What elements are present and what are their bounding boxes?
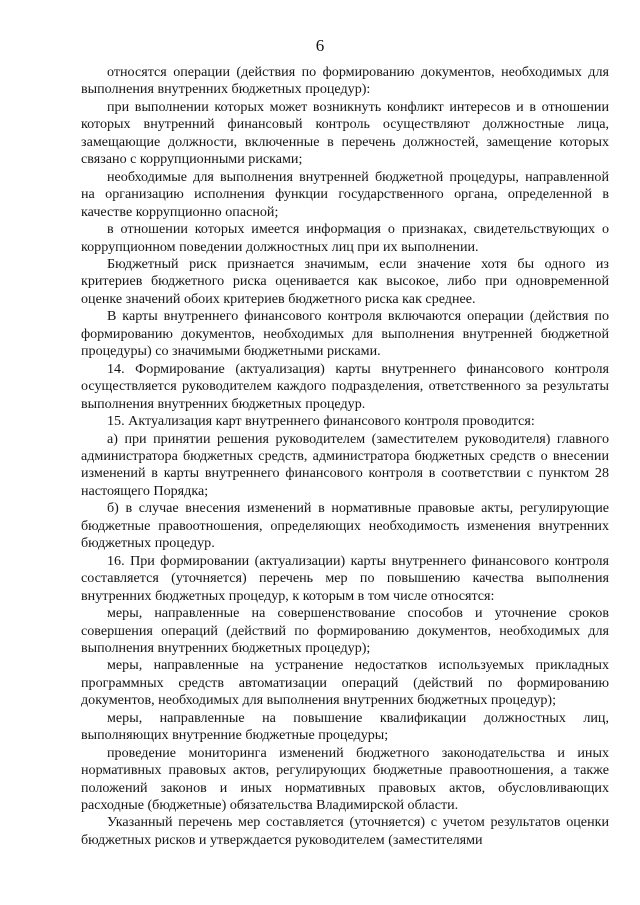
paragraph-corruption-info: в отношении которых имеется информация о признаках, свидетельствующих о коррупционном поведении должностных лиц при их выполнении. bbox=[81, 221, 609, 255]
paragraph-item-14: 14. Формирование (актуализация) карты внутреннего финансового контроля осуществляется руководителем каждого подразделения, ответственного за результаты выполнения внутренних бюджетных процедур. bbox=[81, 360, 609, 412]
paragraph-measure-qualification: меры, направленные на повышение квалификации должностных лиц, выполняющих внутренние бюджетные процедуры; bbox=[81, 709, 609, 744]
paragraph-conflict-of-interest: при выполнении которых может возникнуть конфликт интересов и в отношении которых внутренний финансовый контроль осуществляют должностные лица, замещающие должности, включенные в перечень должностей, замещение которых связано с коррупционными рисками; bbox=[81, 98, 609, 168]
paragraph-control-cards-inclusion: В карты внутреннего финансового контроля включаются операции (действия по формированию документов, необходимых для выполнения внутренней бюджетной процедуры) со значимыми бюджетными рисками. bbox=[81, 308, 609, 360]
paragraph-measures-list: Указанный перечень мер составляется (уточняется) с учетом результатов оценки бюджетных рисков и утверждается руководителем (заместителями bbox=[81, 814, 609, 848]
paragraph-item-15-a: а) при принятии решения руководителем (заместителем руководителя) главного администратора бюджетных средств, администратора бюджетных средств о внесении изменений в карты внутреннего финансового контроля в соответствии с пунктом 28 настоящего Порядка; bbox=[81, 430, 609, 499]
paragraph-risk-significance: Бюджетный риск признается значимым, если значение хотя бы одного из критериев бюджетного риска оценивается как высокое, либо при одновременной оценке значений обоих критериев бюджетного риска как среднее. bbox=[81, 255, 609, 307]
paragraph-corruption-function: необходимые для выполнения внутренней бюджетной процедуры, направленной на организацию исполнения функции государственного органа, определенной в качестве коррупционно опасной; bbox=[81, 168, 609, 220]
page-number: 6 bbox=[315, 36, 325, 55]
paragraph-measure-methods: меры, направленные на совершенствование способов и уточнение сроков совершения операций (действий по формированию документов, необходимых для выполнения внутренних бюджетных процедур); bbox=[81, 605, 609, 656]
paragraph-item-16: 16. При формировании (актуализации) карты внутреннего финансового контроля составляется (уточняется) перечень мер по повышению качества выполнения внутренних бюджетных процедур, к которым в том числе относятся: bbox=[81, 552, 609, 604]
document-body bbox=[81, 64, 609, 849]
paragraph-item-15: 15. Актуализация карт внутреннего финансового контроля проводится: bbox=[107, 413, 535, 430]
paragraph-measure-monitoring: проведение мониторинга изменений бюджетного законодательства и иных нормативных правовых актов, регулирующих бюджетные правоотношения, а также положений законов и иных нормативных правовых актов, обусловливающих расходные (бюджетные) обязательства Владимирской области. bbox=[81, 744, 609, 814]
paragraph-measure-software: меры, направленные на устранение недостатков используемых прикладных программных средств автоматизации операций (действий по формированию документов, необходимых для выполнения внутренних бюджетных процедур); bbox=[81, 657, 609, 709]
paragraph-operations-intro: относятся операции (действия по формированию документов, необходимых для выполнения внутренних бюджетных процедур): bbox=[81, 64, 609, 98]
paragraph-item-15-b: б) в случае внесения изменений в нормативные правовые акты, регулирующие бюджетные правоотношения, определяющих необходимость изменения внутренних бюджетных процедур. bbox=[81, 500, 609, 552]
